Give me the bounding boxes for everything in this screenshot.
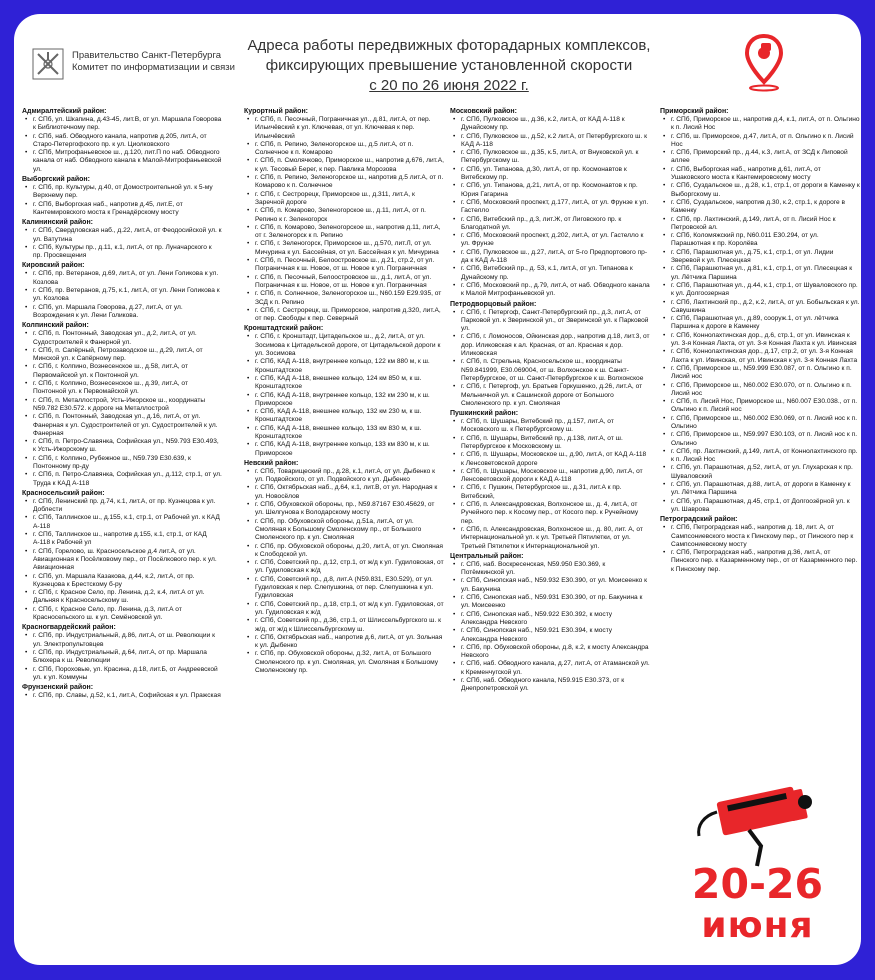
address-list bbox=[22, 692, 222, 700]
address-item: • г. СПб, Парашютная ул., д.81, к.1, стр.1, от ул. Плесецкая к ул. Лётчика Паршина bbox=[671, 265, 860, 282]
address-item: • г. СПб, Парашютная ул., д.44, к.1, стр.1, от Шуваловского пр. к ул. Долгоозерная bbox=[671, 282, 860, 299]
address-item: • г. СПб, Таллинское ш., напротив д.155, к.1, стр.1, от КАД А-118 к Рабочей ул bbox=[33, 531, 222, 548]
address-item: • г. СПб, Товарищеский пр., д.28, к.1, лит.А, от ул. Дыбенко к ул. Подвойского, от ул. Подвойского к ул. Дыбенко bbox=[255, 468, 444, 485]
address-item: • г. СПб, Синопская наб., N59.932 E30.390, от ул. Моисеенко к ул. Бакунина bbox=[461, 577, 650, 594]
address-item: • г. СПб, г. Красное Село, пр. Ленина, д.2, к.4, лит.А от ул. Дальняя к Красносельскому ш. bbox=[33, 589, 222, 606]
address-item: • г. СПб, г. Зеленогорск, Приморское ш., д.570, лит.Л, от ул. Мичурина к ул. Бассейная, от ул. Бассейная к ул. Мичурина bbox=[255, 240, 444, 257]
address-item: • г. СПб, г. Кронштадт, Цитадельское ш., д.2, лит.А, от ул. Зосимова к Цитадельской дороге, от Цитадельской дороги к ул. Зосимова bbox=[255, 333, 444, 358]
address-list bbox=[450, 116, 650, 299]
address-item: • г. СПб, Суздальское ш., д.28, к.1, стр.1, от дороги в Каменку к Выборгскому ш. bbox=[671, 182, 860, 199]
address-item: • г. СПб, Обуховской обороны, пр., N59.87167 E30.45629, от ул. Шелгунова к Володарскому мосту bbox=[255, 501, 444, 518]
district-heading: Петроградский район: bbox=[660, 516, 738, 524]
address-item: • г. СПб, г. Петергоф, ул. Братьев Горкушенко, д.26, лит.А, от Мельничной ул. к Сашинской дороге от Большого Смоленского пр. к ул. Смоляная bbox=[461, 383, 650, 408]
address-item: • г. СПб, п. Александровская, Волхонское ш., д. 4, лит.А, от Ручейного пер. к Косому пер., от Косого пер. к Ручейному пер. bbox=[461, 501, 650, 526]
district-heading: Кировский район: bbox=[22, 262, 85, 270]
title-line-1: Адреса работы передвижных фоторадарных комплексов, bbox=[247, 37, 651, 54]
address-item: • г. СПб, Приморский пр., д.44, к.3, лит.А, от ЗСД к Липовой аллее bbox=[671, 149, 860, 166]
address-item: • г. СПб, п. Солнечное, Зеленогорское ш., N60.159 E29.935, от ЗСД к п. Репино bbox=[255, 290, 444, 307]
address-item: • г. СПб, пр. Обуховской обороны, д.8, к.2, к мосту Александра Невского bbox=[461, 644, 650, 661]
district-heading: Петродворцовый район: bbox=[450, 300, 537, 308]
address-item: • г. СПб, ул. Парашютная, д.45, стр.1, от Долгоозёрной ул. к ул. Шаврова bbox=[671, 498, 860, 515]
address-item: • г. СПб, Синопская наб., N59.931 E30.390, от пр. Бакунина к ул. Моисеенко bbox=[461, 594, 650, 611]
column-1 bbox=[22, 106, 222, 700]
address-item: • г. СПб, п. Лисий Нос, Приморское ш., N60.007 E30.038., от п. Ольгино к п. Лисий нос bbox=[671, 398, 860, 415]
address-item: • г. СПб, п. Понтонный, Заводская ул., д.16, лит.А, от ул. Фанерная к ул. Судостроителей от ул. Судостроителей к ул. Фанерная bbox=[33, 413, 222, 438]
address-list bbox=[22, 227, 222, 260]
address-item: • г. СПб, ул. Парашютная, д.52, лит.А, от ул. Глухарская к пр. Шуваловский bbox=[671, 464, 860, 481]
address-item: • г. СПб, г. Пушкин, Петербургское ш., д.31, лит.А к пр. Витебский, bbox=[461, 484, 650, 501]
address-item: • г. СПб, п. Комарово, Зеленогорское ш., д.11, лит.А, от п. Репино к г. Зеленогорск bbox=[255, 207, 444, 224]
address-item: • г. СПб, ш. Приморское, д.47, лит.А, от п. Ольгино к п. Лисий Нос bbox=[671, 133, 860, 150]
address-item: • г. СПб, Культуры пр., д.11, к.1, лит.А, от пр. Луначарского к пр. Просвещения bbox=[33, 244, 222, 261]
org-line-2: Комитет по информатизации и связи bbox=[72, 62, 235, 73]
address-item: • г. СПб, наб. Обводного канала, напротив д.205, лит.А, от Старо-Петергофского пр. к ул. Циолковского bbox=[33, 133, 222, 150]
address-item: • г. СПб, п. Песочный, Белоостровское ш., д.21, стр.2, от ул. Пограничная к ш. Новое, от ш. Новое к ул. Пограничная bbox=[255, 257, 444, 274]
address-item: • г. СПб, КАД А-118, внутреннее кольцо, 133 км 830 м, к ш. Приморское bbox=[255, 441, 444, 458]
address-item: • г. СПб, п. Понтонный, Заводская ул., д.2, лит.А, от ул. Судостроителей к Фанерной ул. bbox=[33, 330, 222, 347]
address-item: • г. СПб, п. Комарово, Зеленогорское ш., напротив д.11, лит.А, от г. Зеленогорск к п. Репино bbox=[255, 224, 444, 241]
address-list bbox=[660, 116, 860, 514]
address-item: • г. СПб, Таллинское ш., д.155, к.1, стр.1, от Рабочей ул. к КАД А-118 bbox=[33, 514, 222, 531]
address-item: • г. СПб, пр. Лахтинский, д.149, лит.А, от Коннолахтинского пр. к п. Лисий Нос bbox=[671, 448, 860, 465]
address-item: • г. СПб, Коломяжский пр, N60.011 E30.294, от ул. Парашютная к пр. Королёва bbox=[671, 232, 860, 249]
address-item: • г. СПб, Приморское ш., N59.999 E30.087, от п. Ольгино к п. Лисий нос bbox=[671, 365, 860, 382]
district-heading: Калининский район: bbox=[22, 219, 94, 227]
address-item: • г. СПб, наб. Воскресенская, N59.950 E30.369, к Потёмкинской ул. bbox=[461, 561, 650, 578]
address-list bbox=[660, 524, 860, 574]
date-days: 20-26 bbox=[691, 860, 824, 908]
address-item: • г. СПб, пр. Славы, д.52, к.1, лит.А, Софийская к ул. Пражская bbox=[33, 692, 222, 700]
address-item: • г. СПб, Московский пр., д.79, лит.А, от наб. Обводного канала к Малой Митрофаньевской ул. bbox=[461, 282, 650, 299]
address-item: • г. СПб, ул. Маршала Говорова, д.27, лит.А, от ул. Возрождения к ул. Лени Голикова. bbox=[33, 304, 222, 321]
location-pin-icon bbox=[742, 32, 786, 92]
date-range-banner bbox=[654, 862, 861, 946]
district-heading: Кронштадтский район: bbox=[244, 325, 324, 333]
address-item: • г. СПб, п. Стрельна, Красносельское ш., координаты N59.841999, E30.069004, от ш. Волхонское к ш. Санкт-Петербургское, от ш. Санкт-Петербургское к ш. Волхонское bbox=[461, 358, 650, 383]
address-item: • г. СПб, п. Шушары, Московское ш., напротив д.90, лит.А, от Ленсоветовской дороги к КАД А-118 bbox=[461, 468, 650, 485]
column-3 bbox=[450, 106, 650, 694]
spb-emblem-icon bbox=[32, 48, 64, 80]
address-list bbox=[450, 561, 650, 694]
speed-camera-icon bbox=[689, 774, 839, 869]
address-item: • г. СПб, ул. Типанова, д.30, лит.А, от пр. Космонавтов к Витебскому пр. bbox=[461, 166, 650, 183]
district-heading: Пушкинский район: bbox=[450, 410, 519, 418]
address-item: • г. СПб, п. Смолячково, Приморское ш., напротив д.676, лит.А, к ул. Тесовый Берег, к пер. Павлика Морозова bbox=[255, 157, 444, 174]
address-list bbox=[244, 468, 444, 675]
address-item: • г. СПб, пр. Лахтинский, д.149, лит.А, от п. Лисий Нос к Петровской ал. bbox=[671, 216, 860, 233]
address-item: • г. СПб, г. Ломоносов, Ойкинская дор., напротив д.18, лит.3, от дор. Иликовская к ал. Красная, от ал. Красная к дор. Иликовская bbox=[461, 333, 650, 358]
org-line-1: Правительство Санкт-Петербурга bbox=[72, 50, 221, 61]
address-item: • г. СПб, Пулковское ш., д.52, к.2 лит.А, от Петербургского ш. к КАД А-118 bbox=[461, 133, 650, 150]
address-list bbox=[244, 116, 444, 323]
address-item: • г. СПб, Парашютная ул., д.89, сооруж.1, от ул. лётчика Паршина к дороге в Каменку bbox=[671, 315, 860, 332]
address-item: • г. СПб, Суздальское, напротив д.30, к.2, стр.1, к дороге в Каменку bbox=[671, 199, 860, 216]
address-item: • г. СПб, ул. Шкапина, д.43-45, лит.В, от ул. Маршала Говорова к Библиотечному пер. bbox=[33, 116, 222, 133]
address-item: • г. СПб, наб. Обводного канала, д.27, лит.А, от Атаманской ул. к Кременчугской ул. bbox=[461, 660, 650, 677]
address-item: • г. СПб, г. Колпино, Рубежное ш., N59.739 E30.639, к Понтонному пр-ду bbox=[33, 455, 222, 472]
district-heading: Красносельский район: bbox=[22, 489, 105, 497]
title-line-2: фиксирующих превышение установленной скорости bbox=[265, 57, 633, 74]
address-item: • г. СПб, г. Колпино, Вознесенское ш., д.58, лит.А, от Первомайской ул. к Понтонной ул. bbox=[33, 363, 222, 380]
address-item: • г. СПб, Горелово, ш. Красносельское д.4 лит.А, от ул. Авиационная к Посёлковому пер., от Посёлкового пер. к ул. Авиационная bbox=[33, 548, 222, 573]
address-item: • г. СПб, п. Шушары, Московское ш., д.90, лит.А, от КАД А-118 к Ленсоветовской дороге bbox=[461, 451, 650, 468]
address-item: • г. СПб, Октябрьская наб., напротив д.6, лит.А, от ул. Зольная к ул. Дыбенко bbox=[255, 634, 444, 651]
address-item: • г. СПб, п. Петро-Славянка, Софийская ул., д.112, стр.1, от ул. Труда к КАД А-118 bbox=[33, 471, 222, 488]
district-heading: Московский район: bbox=[450, 108, 517, 115]
address-item: • г. СПб, п. Металлострой, Усть-Ижорское ш., координаты N59.782 E30.572. к дороге на Металлострой bbox=[33, 397, 222, 414]
address-item: • г. СПб, ул. Типанова, д.21, лит.А, от пр. Космонавтов к пр. Юрия Гагарина bbox=[461, 182, 650, 199]
district-heading: Колпинский район: bbox=[22, 322, 89, 330]
address-item: • г. СПб, Ленинский пр. д.74, к.1, лит.А, от пр. Кузнецова к ул. Доблести bbox=[33, 498, 222, 515]
address-item: • г. СПб, Московский проспект, д.202, лит.А, от ул. Гастелло к ул. Фрунзе bbox=[461, 232, 650, 249]
address-item: • г. СПб, г. Колпино, Вознесенское ш., д.39, лит.А, от Понтонной ул. к Первомайской ул. bbox=[33, 380, 222, 397]
header bbox=[14, 14, 861, 114]
address-item: • г. СПб, Коннолахтинская дор., д.17, стр.2, от ул. 3-я Конная Лахта к ул. Ивинская, от ул. Ивинская к ул. 3-я Конная Лахта bbox=[671, 348, 860, 365]
page-title bbox=[214, 36, 684, 96]
date-month: июня bbox=[701, 905, 814, 946]
address-item: • г. СПб, Синопская наб., N59.922 E30.392, к мосту Александра Невского bbox=[461, 611, 650, 628]
address-item: • г. СПб, Приморское ш., N60.002 E30.070, от п. Ольгино к п. Лисий нос bbox=[671, 382, 860, 399]
address-item: • г. СПб, п. Репино, Зеленогорское ш., д.5 лит.А, от п. Солнечное к п. Комарово bbox=[255, 141, 444, 158]
address-item: • г. СПб, Приморское ш., N60.002 E30.069, от п. Лисий нос к п. Ольгино bbox=[671, 415, 860, 432]
address-item: • г. СПб, Выборгская наб., напротив д.61, лит.А, от Ушаковского моста к Кантемировскому мосту bbox=[671, 166, 860, 183]
address-list bbox=[22, 184, 222, 217]
address-item: • г. СПб, КАД А-118, внешнее кольцо, 133 км 830 м, к ш. Кронштадтское bbox=[255, 425, 444, 442]
address-item: • г. СПб, п. Сапёрный, Петрозаводское ш., д.29, лит.А, от Минской ул. к Сапёрному пер. bbox=[33, 347, 222, 364]
address-item: • г. СПб, пр. Обуховской обороны, д.32, лит.А, от Большого Смоленского пр. к ул. Смоляная, ул. Смоляная к Большому Смоленскому пр. bbox=[255, 650, 444, 675]
address-item: • г. СПб, Советский пр., д.8, лит.А (N59.831, E30.529), от ул. Гудиловская к пер. Слепушкина, от пер. Слепушкина к ул. Гудиловская bbox=[255, 576, 444, 601]
address-item: • г. СПб, Петроградская наб., напротив д. 18, лит. А, от Сампсониевского моста к Пинскому пер., от Пинского пер к Сампсониевскому мосту bbox=[671, 524, 860, 549]
address-item: • г. СПб, ул. Маршала Казакова, д.44, к.2, лит.А, от пр. Кузнецова к Брестскому б-ру bbox=[33, 573, 222, 590]
address-item: • г. СПб, пр. Обуховской обороны, д.51а, лит.А, от ул. Смоляная к Большому Смоленскому пр., от Большого Смоленского пр. к ул. Смоляная bbox=[255, 518, 444, 543]
column-2 bbox=[244, 106, 444, 675]
district-heading: Фрунзенский район: bbox=[22, 684, 94, 692]
address-item: • г. СПб, пр. Ветеранов, д.75, к.1, лит.А, от ул. Лени Голикова к ул. Козлова bbox=[33, 287, 222, 304]
column-4 bbox=[660, 106, 860, 574]
address-item: • г. СПб, КАД А-118, внешнее кольцо, 132 км 230 м, к ш. Кронштадтское bbox=[255, 408, 444, 425]
address-list bbox=[22, 498, 222, 622]
district-heading: Выборгский район: bbox=[22, 176, 90, 184]
address-item: • г. СПб, пр. Индустриальный, д.64, лит.А, от пр. Маршала Блюхера к ш. Революции bbox=[33, 649, 222, 666]
address-list bbox=[450, 309, 650, 409]
address-item: • г. СПб, Синопская наб., N59.921 E30.394, к мосту Александра Невского bbox=[461, 627, 650, 644]
district-heading: Невский район: bbox=[244, 459, 299, 467]
address-item: • г. СПб, КАД А-118, внутреннее кольцо, 132 км 230 м, к ш. Приморское bbox=[255, 392, 444, 409]
district-heading: Курортный район: bbox=[244, 108, 308, 115]
address-item: • г. СПб, Пулковское ш., д.27, лит.А, от 5-го Предпортового пр-да к КАД А-118 bbox=[461, 249, 650, 266]
address-item: • г. СПб, г. Сестрорецк, Приморское ш., д.311, лит.А, к Заречной дороге bbox=[255, 191, 444, 208]
district-heading: Красногвардейский район: bbox=[22, 624, 116, 632]
address-item: • г. СПб, Витебский пр., д.3, лит.Ж, от Лиговского пр. к Благодатной ул. bbox=[461, 216, 650, 233]
address-list bbox=[22, 330, 222, 488]
address-list bbox=[244, 333, 444, 457]
address-item: • г. СПб, Парашютная ул., д.75, к.1, стр.1, от ул. Лидии Зверевой к ул. Плесецкая bbox=[671, 249, 860, 266]
address-item: • г. СПб, Приморское ш., напротив д.4, к.1, лит.А, от п. Ольгино к п. Лисий Нос bbox=[671, 116, 860, 133]
address-item: • г. СПб, Выборгская наб., напротив д.45, лит.Е, от Кантемировского моста к Гренадёрскому мосту bbox=[33, 201, 222, 218]
address-list bbox=[22, 116, 222, 174]
address-item: • г. СПб, Московский проспект, д.177, лит.А, от ул. Фрунзе к ул. Гастелло bbox=[461, 199, 650, 216]
address-item: • г. СПб, Приморское ш., N59.997 E30.103, от п. Лисий нос к п. Ольгино bbox=[671, 431, 860, 448]
address-item: • г. СПб, Витебский пр., д. 53, к.1, лит.А, от ул. Типанова к Дунайскому пр. bbox=[461, 265, 650, 282]
address-item: • г. СПб, КАД А-118, внешнее кольцо, 124 км 850 м, к ш. Кронштадтское bbox=[255, 375, 444, 392]
address-item: • г. СПб, п. Шушары, Витебский пр., д.138, лит.А, от ш. Петербургское к Московскому ш. bbox=[461, 435, 650, 452]
address-item: • г. СПб, Петроградская наб., напротив д.36, лит.А, от Пинского пер. к Казарменному пер., от от Казарменного пер. к Пинскому пер. bbox=[671, 549, 860, 574]
address-item: • г. СПб, г. Сестрорецк, ш. Приморское, напротив д.320, лит.А, от пер. Свободы к пер. Северный bbox=[255, 307, 444, 324]
district-heading: Приморский район: bbox=[660, 108, 729, 115]
address-item: • г. СПб, наб. Обводного канала, N59.915 E30.373, от к Днепропетровской ул. bbox=[461, 677, 650, 694]
poster-card bbox=[14, 14, 861, 965]
address-item: • г. СПб, ул. Парашютная, д.88, лит.А, от дороги в Каменку к ул. Лётчика Паршина bbox=[671, 481, 860, 498]
address-item: • г. СПб, КАД А-118, внутреннее кольцо, 122 км 880 м, к ш. Кронштадтское bbox=[255, 358, 444, 375]
address-item: • г. СПб, г. Красное Село, пр. Ленина, д.3, лит.А от Красносельского ш. к ул. Семёновской ул. bbox=[33, 606, 222, 623]
address-item: • г. СПб, г. Петергоф, Санкт-Петербургский пр., д.3, лит.А, от Парковой ул. к Зверинской ул., от Зверинской ул. к Парковой ул. bbox=[461, 309, 650, 334]
address-item: • г. СПб, пр. Обуховской обороны, д.20, лит.А, от ул. Смоляная к Слободской ул. bbox=[255, 543, 444, 560]
district-heading: Центральный район: bbox=[450, 552, 524, 560]
title-dates: с 20 по 26 июня 2022 г. bbox=[369, 77, 529, 94]
address-item: • г. СПб, п. Петро-Славянка, Софийская ул., N59.793 E30.493, к Усть-Ижорскому ш. bbox=[33, 438, 222, 455]
address-item: • г. СПб, Советский пр., д.18, стр.1, от ж/д к ул. Гудиловская, от ул. Гудиловская к ж/д bbox=[255, 601, 444, 618]
address-item: • г. СПб, п. Песочный, Пограничная ул., д.81, лит.А, от пер. Ильичёвский к ул. Ключевая, от ул. Ключевая к пер. Ильичёвский bbox=[255, 116, 444, 141]
address-item: • г. СПб, пр. Культуры, д.40, от Домостроительной ул. к 5-му Верхнему пер. bbox=[33, 184, 222, 201]
address-item: • г. СПб, Свердловская наб., д.22, лит.А, от Феодосийской ул. к ул. Ватутина bbox=[33, 227, 222, 244]
address-item: • г. СПб, Советский пр., д.12, стр.1, от ж/д к ул. Гудиловская, от ул. Гудиловская к ж/д bbox=[255, 559, 444, 576]
address-item: • г. СПб, пр. Индустриальный, д.86, лит.А, от ш. Революции к ул. Электропультовцев bbox=[33, 632, 222, 649]
address-item: • г. СПб, Пулковское ш., д.35, к.5, лит.А, от Внуковской ул. к Петербургскому ш. bbox=[461, 149, 650, 166]
address-item: • г. СПб, Советский пр., д.36, стр.1, от Шлиссельбургского ш. к ж/д, от ж/д к Шлиссельбургскому ш. bbox=[255, 617, 444, 634]
district-heading: Адмиралтейский район: bbox=[22, 108, 107, 115]
address-item: • г. СПб, пр. Ветеранов, д.69, лит.А, от ул. Лени Голикова к ул. Козлова bbox=[33, 270, 222, 287]
address-item: • г. СПб, Коннолахтинская дор., д.6, стр.1, от ул. Ивинская к ул. 3-я Конная Лахта, от ул. 3-я Конная Лахта к ул. Ивинская bbox=[671, 332, 860, 349]
address-item: • г. СПб, п. Репино, Зеленогорское ш., напротив д.5 лит.А, от п. Комарово к п. Солнечное bbox=[255, 174, 444, 191]
address-item: • г. СПб, п. Александровская, Волхонское ш., д. 80, лит. А, от Интернациональной ул. к ул. Третьей Пятилетки, от ул. Третьей Пятилетки к Интернациональной ул. bbox=[461, 526, 650, 551]
address-item: • г. СПб, Октябрьская наб., д.64, к.1, лит.В, от ул. Народная к ул. Новосёлов bbox=[255, 484, 444, 501]
address-item: • г. СПб, Пороховые, ул. Красина, д.18, лит.Б, от Андреевской ул. к ул. Коммуны bbox=[33, 666, 222, 683]
address-item: • г. СПб, п. Шушары, Витебский пр., д.157, лит.А, от Московского ш. к Петербургскому ш. bbox=[461, 418, 650, 435]
organization-name bbox=[72, 50, 235, 74]
address-item: • г. СПб, Лахтинский пр., д.2, к.2, лит.А, от ул. Бобыльская к ул. Савушкина bbox=[671, 299, 860, 316]
address-item: • г. СПб, Митрофаньевское ш., д.120, лит.П по наб. Обводного канала от наб. Обводного канала к Малой-Митрофаньевской ул. bbox=[33, 149, 222, 174]
address-item: • г. СПб, Пулковское ш., д.36, к.2, лит.А, от КАД А-118 к Дунайскому пр. bbox=[461, 116, 650, 133]
address-list bbox=[450, 418, 650, 551]
address-list bbox=[22, 270, 222, 320]
address-item: • г. СПб, п. Песочный, Белоостровское ш., д.1, лит.А, от ул. Пограничная к ш. Новое, от ш. Новое к ул. Пограничная bbox=[255, 274, 444, 291]
address-list bbox=[22, 632, 222, 682]
